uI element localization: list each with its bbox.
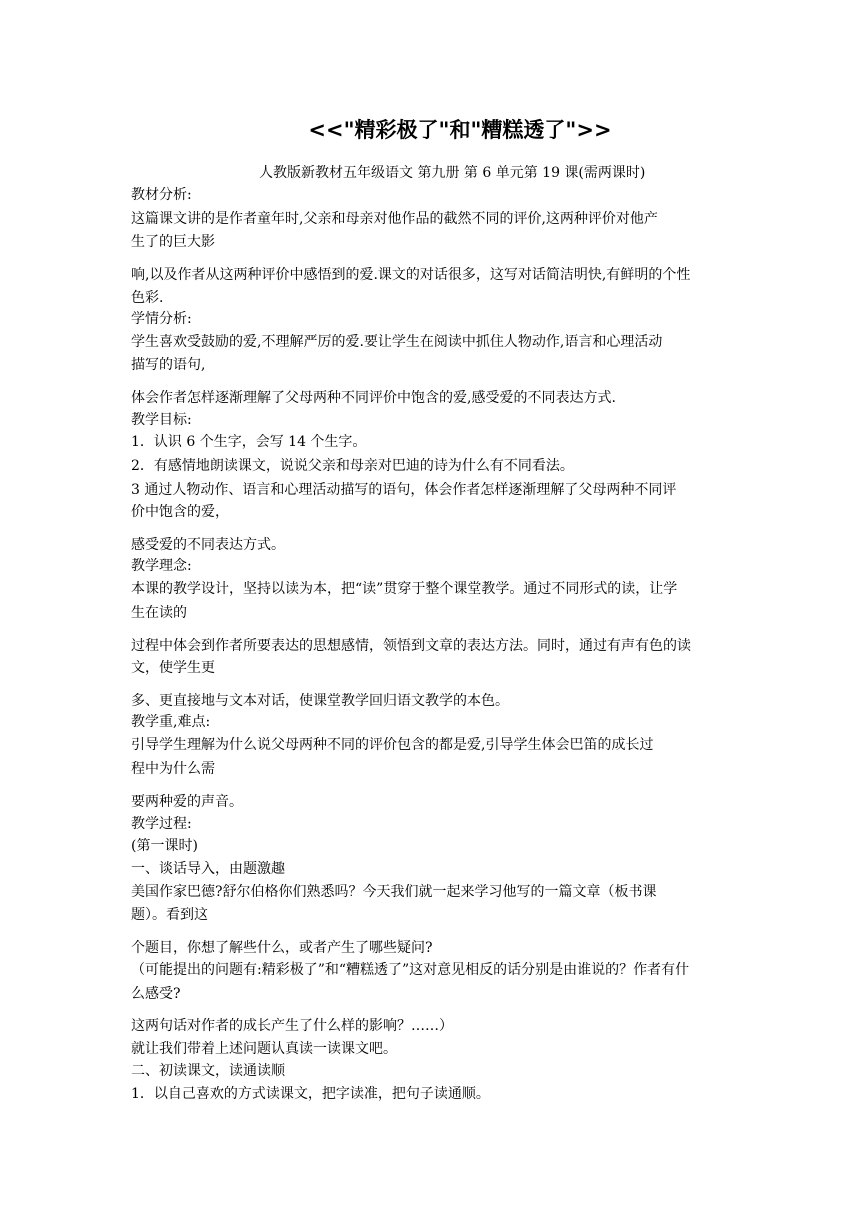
text-line: 个题目，你想了解些什么，或者产生了哪些疑问?: [131, 940, 433, 956]
text-line: 2．有感情地朗读课文，说说父亲和母亲对巴迪的诗为什么有不同看法。: [131, 458, 574, 474]
text-line: 题）。看到这: [131, 907, 208, 923]
text-line: 教材分析:: [131, 187, 192, 203]
text-line: 要两种爱的声音。: [131, 794, 243, 810]
text-line: 感受爱的不同表达方式。: [131, 537, 285, 553]
text-line: 引导学生理解为什么说父母两种不同的评价包含的都是爱,引导学生体会巴笛的成长过: [131, 737, 654, 753]
text-line: 一、谈话导入，由题激趣: [131, 861, 285, 877]
text-line: 文，使学生更: [131, 660, 215, 676]
text-line: 教学目标:: [131, 412, 192, 428]
text-line: 就让我们带着上述问题认真读一读课文吧。: [131, 1041, 397, 1057]
text-line: 响,以及作者从这两种评价中感悟到的爱.课文的对话很多，这写对话简洁明快,有鲜明的个性: [131, 267, 691, 283]
document-subtitle: 人教版新教材五年级语文 第九册 第 6 单元第 19 课(需两课时): [259, 165, 646, 181]
text-line: 生了的巨大影: [131, 234, 215, 250]
text-line: 教学理念:: [131, 558, 192, 574]
document-title: <<"精彩极了"和"糟糕透了">>: [308, 118, 612, 142]
text-line: 这两句话对作者的成长产生了什么样的影响？……）: [131, 1018, 453, 1034]
text-line: 学情分析:: [131, 311, 192, 327]
text-line: (第一课时): [131, 838, 198, 854]
text-line: 多、更直接地与文本对话，使课堂教学回归语文教学的本色。: [131, 693, 509, 709]
text-line: 二、初读课文，读通读顺: [131, 1063, 285, 1079]
text-line: 生在读的: [131, 605, 187, 621]
text-line: 价中饱含的爱，: [131, 504, 229, 520]
text-line: 本课的教学设计，坚持以读为本，把“读”贯穿于整个课堂教学。通过不同形式的读，让学: [131, 581, 678, 597]
text-line: 3 通过人物动作、语言和心理活动描写的语句，体会作者怎样逐渐理解了父母两种不同评: [131, 482, 677, 498]
text-line: 程中为什么需: [131, 761, 215, 777]
text-line: 美国作家巴德?舒尔伯格你们熟悉吗？今天我们就一起来学习他写的一篇文章（板书课: [131, 884, 657, 900]
text-line: 过程中体会到作者所要表达的思想感情，领悟到文章的表达方法。同时，通过有声有色的读: [131, 638, 691, 654]
text-line: 描写的语句,: [131, 357, 206, 373]
text-line: 色彩.: [131, 290, 164, 306]
text-line: （可能提出的问题有:精彩极了”和“糟糕透了”这对意见相反的话分别是由谁说的？作者有什: [131, 962, 690, 978]
text-line: 这篇课文讲的是作者童年时,父亲和母亲对他作品的截然不同的评价,这两种评价对他产: [131, 211, 658, 227]
text-line: 体会作者怎样逐渐理解了父母两种不同评价中饱含的爱,感受爱的不同表达方式.: [131, 390, 616, 406]
text-line: 教学重,难点:: [131, 714, 211, 730]
text-line: 教学过程:: [131, 816, 192, 832]
text-line: 学生喜欢受鼓励的爱,不理解严厉的爱.要让学生在阅读中抓住人物动作,语言和心理活动: [131, 334, 663, 350]
text-line: 1．以自己喜欢的方式读课文，把字读准，把句子读通顺。: [131, 1086, 490, 1102]
text-line: 1．认识 6 个生字，会写 14 个生字。: [131, 434, 367, 450]
text-line: 么感受?: [131, 986, 181, 1002]
